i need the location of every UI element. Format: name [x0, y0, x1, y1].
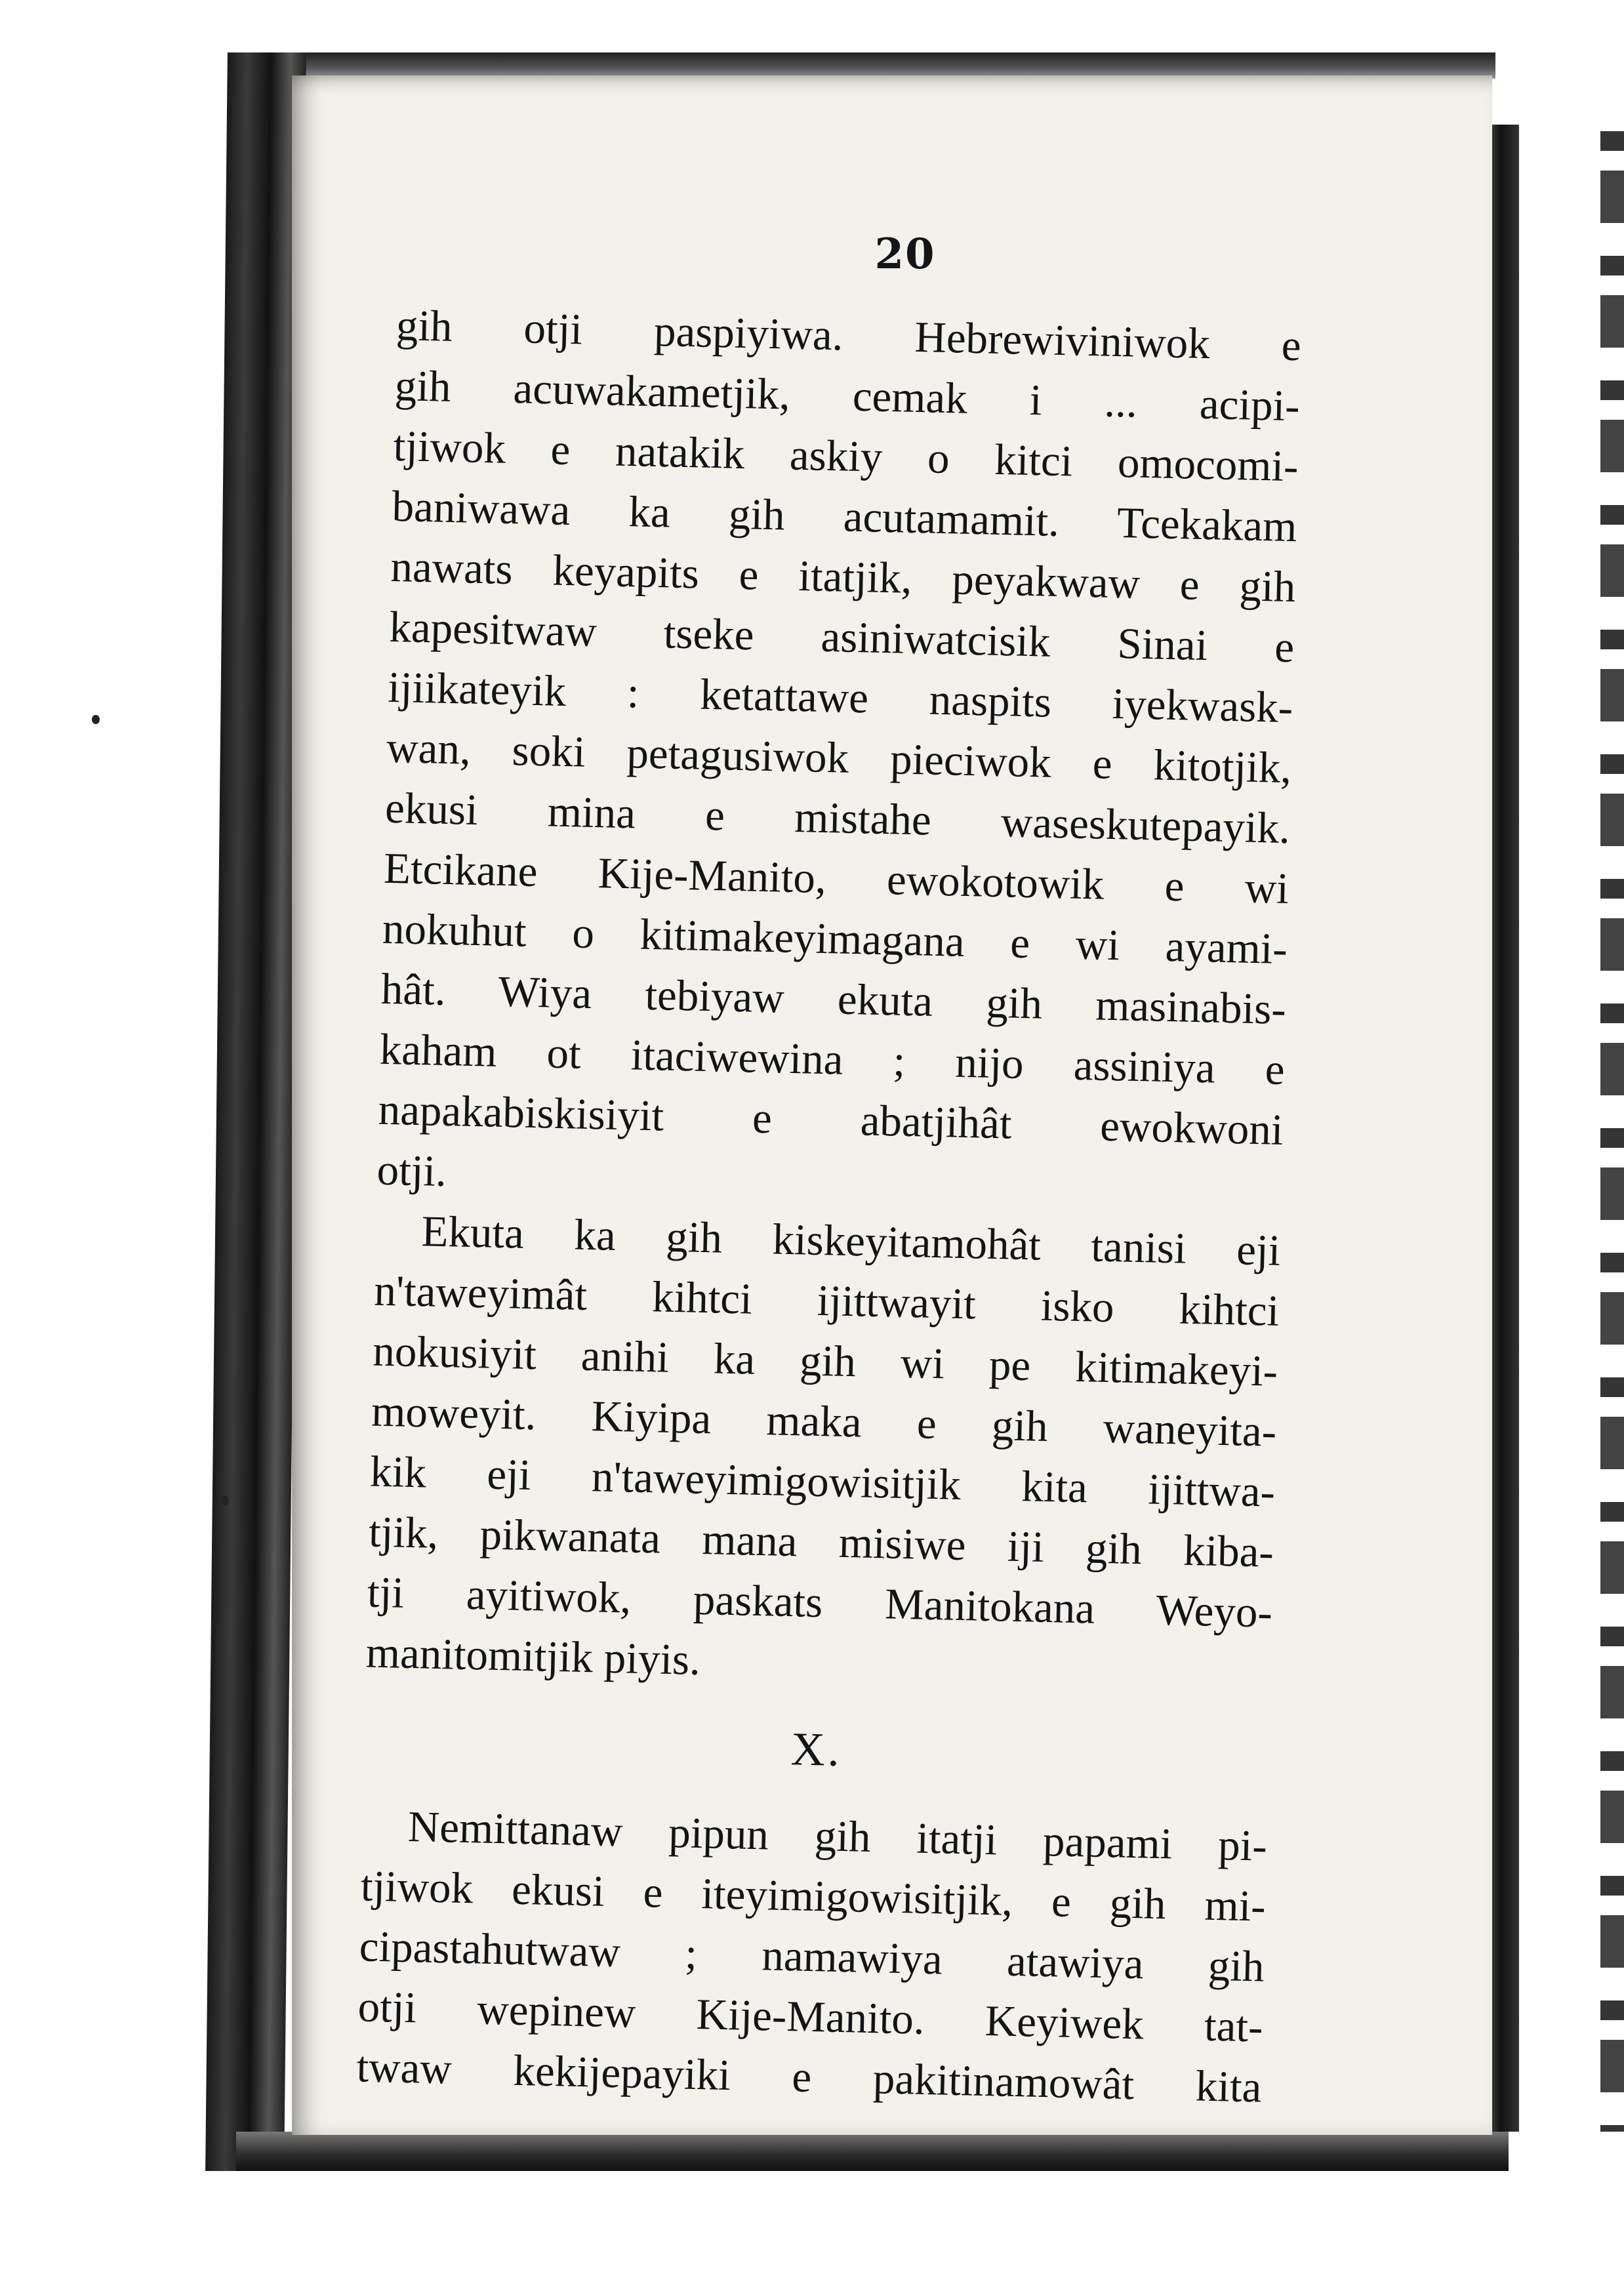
text-line: gih acuwakametjik, cemak i ... acipi-	[394, 361, 1301, 431]
book-page	[292, 75, 1492, 2135]
text-line: n'taweyimât kihtci ijittwayit isko kihtci	[373, 1266, 1280, 1335]
text-line: nawats keyapits e itatjik, peyakwaw e gih	[390, 542, 1297, 612]
text-line: gih otji paspiyiwa. Hebrewiviniwok e	[396, 300, 1302, 371]
text-line: tjiwok ekusi e iteyimigowisitjik, e gih mi-	[360, 1861, 1267, 1931]
text-line: otji.	[376, 1145, 447, 1196]
scan-speck	[92, 715, 100, 724]
paragraph	[356, 1795, 1268, 2117]
text-line: manitomitjik piyis.	[365, 1628, 701, 1685]
text-line: Ekuta ka gih kiskeyitamohât tanisi eji	[420, 1207, 1282, 1275]
book-bottom-edge	[236, 2132, 1509, 2171]
text-line: otji wepinew Kije-Manito. Keyiwek tat-	[357, 1982, 1264, 2052]
text-line: kapesitwaw tseke asiniwatcisik Sinai e	[388, 602, 1295, 672]
book-top-edge	[236, 52, 1495, 79]
text-line: hât. Wiya tebiyaw ekuta gih masinabis-	[380, 964, 1287, 1034]
book-binding-edge	[205, 52, 306, 2171]
text-line: napakabiskisiyit e abatjihât ewokwoni	[377, 1085, 1284, 1154]
text-line: Nemittanaw pipun gih itatji papami pi-	[407, 1802, 1268, 1871]
text-line: tji ayitiwok, paskats Manitokana Weyo-	[367, 1568, 1273, 1637]
page-text	[356, 295, 1302, 2118]
adjacent-page-edge	[1600, 131, 1624, 2132]
book-gutter-edge	[1489, 125, 1519, 2132]
paragraph	[365, 1200, 1281, 1703]
scan-speck	[222, 1495, 228, 1506]
text-line: baniwawa ka gih acutamamit. Tcekakam	[391, 481, 1298, 552]
text-line: nokuhut o kitimakeyimagana e wi ayami-	[382, 904, 1288, 974]
paragraph	[376, 295, 1302, 1221]
text-line: kaham ot itaciwewina ; nijo assiniya e	[379, 1025, 1286, 1095]
text-line: kik eji n'taweyimigowisitjik kita ijittwa-	[369, 1447, 1276, 1516]
page-number: 20	[874, 230, 936, 279]
section-heading: X.	[790, 1722, 843, 1776]
text-line: tjik, pikwanata mana misiwe iji gih kiba-	[368, 1507, 1274, 1577]
text-line: ekusi mina e mistahe waseskutepayik.	[384, 783, 1291, 853]
text-line: nokusiyit anihi ka gih wi pe kitimakeyi-	[372, 1326, 1278, 1396]
text-line: ijiikateyik : ketattawe naspits iyekwask-	[387, 662, 1293, 733]
text-line: Etcikane Kije-Manito, ewokotowik e wi	[383, 843, 1289, 914]
text-line: wan, soki petagusiwok pieciwok e kitotjik,	[386, 723, 1292, 793]
text-line: tjiwok e natakik askiy o kitci omocomi-	[392, 421, 1299, 491]
text-line: cipastahutwaw ; namawiya atawiya gih	[359, 1922, 1265, 1991]
text-line: moweyit. Kiyipa maka e gih waneyita-	[371, 1387, 1277, 1456]
text-line: twaw kekijepayiki e pakitinamowât kita	[355, 2042, 1263, 2112]
